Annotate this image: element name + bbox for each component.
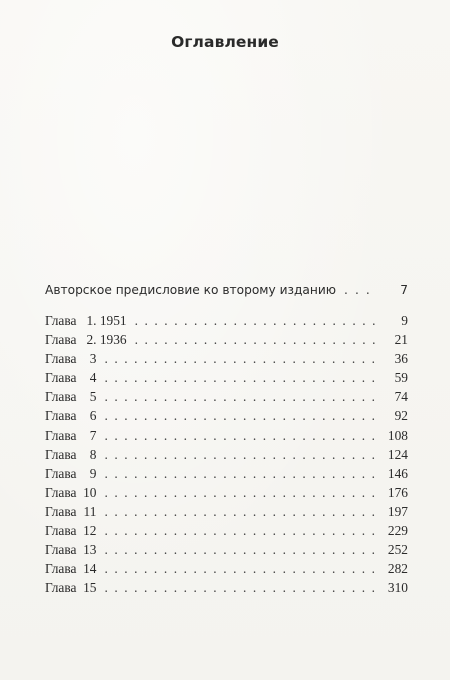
toc-entry-chapter xyxy=(45,408,408,427)
toc-entry-chapter xyxy=(45,351,408,370)
toc-entry-title xyxy=(45,313,127,329)
page-title: Оглавление xyxy=(171,33,279,51)
toc-entry-chapter xyxy=(45,313,408,332)
toc-entry-chapter xyxy=(45,447,408,466)
toc-page-number: 229 xyxy=(387,523,408,539)
toc-entry-title xyxy=(45,370,96,386)
toc-page-number: 21 xyxy=(394,332,408,348)
toc-page-number: 124 xyxy=(387,446,408,462)
toc-entry-title xyxy=(45,428,96,444)
chapter-number: 2. 1936 xyxy=(86,332,127,348)
chapter-number: 8 xyxy=(89,446,97,462)
toc-entry-title xyxy=(45,485,96,501)
chapter-number: 12 xyxy=(83,523,97,539)
chapter-label: Глава xyxy=(45,408,77,424)
toc-page-number: 282 xyxy=(387,561,408,577)
toc-entry-title xyxy=(45,561,96,577)
toc-entry-chapter xyxy=(45,561,408,580)
toc-page-number: 197 xyxy=(387,503,408,519)
dot-leader xyxy=(104,408,382,424)
toc-entry-title xyxy=(45,542,96,558)
chapter-number: 3 xyxy=(89,351,97,367)
chapter-label: Глава xyxy=(45,542,77,558)
dot-leader xyxy=(104,370,382,386)
dot-leader xyxy=(344,283,372,297)
dot-leader xyxy=(104,466,382,482)
chapter-label: Глава xyxy=(45,351,77,367)
toc-page-number: 92 xyxy=(394,408,408,424)
chapter-label: Глава xyxy=(45,503,77,519)
chapter-number: 9 xyxy=(89,465,97,481)
toc-entry-chapter xyxy=(45,389,408,408)
toc-entry-chapter xyxy=(45,332,408,351)
dot-leader xyxy=(104,580,382,596)
toc-page-number: 7 xyxy=(400,283,408,297)
chapter-label: Глава xyxy=(45,446,77,462)
toc-page-number: 146 xyxy=(387,465,408,481)
toc-entry-title xyxy=(45,389,96,405)
chapter-number: 7 xyxy=(89,427,97,443)
chapter-label: Глава xyxy=(45,580,77,596)
dot-leader xyxy=(104,485,382,501)
dot-leader xyxy=(104,542,382,558)
dot-leader xyxy=(104,447,382,463)
toc-entry-title xyxy=(45,580,96,596)
toc-page-number: 59 xyxy=(394,370,408,386)
toc-entry-chapter xyxy=(45,466,408,485)
dot-leader xyxy=(135,313,382,329)
toc-entry-chapter xyxy=(45,542,408,561)
chapter-label: Глава xyxy=(45,332,77,348)
toc-page-number: 108 xyxy=(387,427,408,443)
dot-leader xyxy=(104,561,382,577)
chapter-label: Глава xyxy=(45,389,77,405)
chapter-label: Глава xyxy=(45,313,77,328)
chapter-number: 15 xyxy=(83,580,97,596)
toc-entry-preface xyxy=(45,283,408,305)
toc-entry-chapter xyxy=(45,485,408,504)
toc-entry-title: Авторское предисловие ко второму изданию xyxy=(45,283,337,297)
chapter-label: Глава xyxy=(45,465,77,481)
toc-entry-chapter xyxy=(45,523,408,542)
dot-leader xyxy=(104,389,382,405)
chapter-number: 1. 1951 xyxy=(86,313,127,328)
toc-entry-chapter xyxy=(45,428,408,447)
toc-page-number: 36 xyxy=(394,351,408,367)
toc-entry-chapter xyxy=(45,504,408,523)
toc-entry-chapter xyxy=(45,370,408,389)
toc-entry-title xyxy=(45,466,96,482)
chapter-number: 14 xyxy=(83,561,97,577)
table-of-contents xyxy=(45,283,408,599)
chapter-list xyxy=(45,313,408,599)
toc-page-number: 310 xyxy=(387,580,408,596)
toc-entry-title xyxy=(45,351,96,367)
dot-leader xyxy=(104,504,382,520)
chapter-number: 10 xyxy=(83,484,97,500)
toc-entry-title xyxy=(45,504,96,520)
chapter-label: Глава xyxy=(45,561,77,577)
chapter-label: Глава xyxy=(45,523,77,539)
toc-entry-title xyxy=(45,408,96,424)
toc-page-number: 176 xyxy=(387,484,408,500)
dot-leader xyxy=(135,332,382,348)
chapter-number: 13 xyxy=(83,542,97,558)
chapter-number: 11 xyxy=(83,503,97,519)
toc-page-number: 74 xyxy=(394,389,408,405)
dot-leader xyxy=(104,351,382,367)
chapter-number: 4 xyxy=(89,370,97,386)
toc-entry-title xyxy=(45,447,96,463)
chapter-label: Глава xyxy=(45,370,77,386)
toc-page-number: 9 xyxy=(401,313,408,328)
chapter-label: Глава xyxy=(45,484,77,500)
chapter-number: 6 xyxy=(89,408,97,424)
chapter-label: Глава xyxy=(45,427,77,443)
chapter-number: 5 xyxy=(89,389,97,405)
dot-leader xyxy=(104,523,382,539)
dot-leader xyxy=(104,428,382,444)
toc-entry-chapter xyxy=(45,580,408,599)
toc-page-number: 252 xyxy=(387,542,408,558)
toc-entry-title xyxy=(45,332,127,348)
toc-entry-title xyxy=(45,523,96,539)
